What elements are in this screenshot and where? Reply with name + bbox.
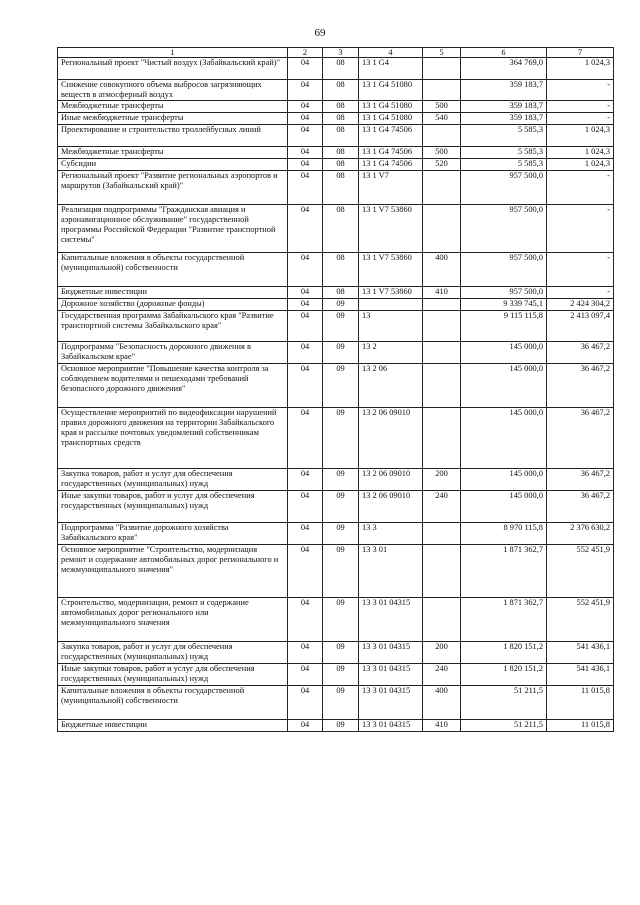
table-row: [58, 468, 614, 490]
row-section-code: 09: [323, 298, 359, 310]
row-target-code: 13 1 G4 74506: [359, 124, 423, 146]
row-target-code: 13 1 G4 51080: [359, 80, 423, 101]
row-target-code: 13 2 06: [359, 363, 423, 407]
row-section-code: 09: [323, 490, 359, 522]
table-row: [58, 286, 614, 298]
row-amount: 5 585,3: [461, 146, 547, 158]
row-ministry-code: 04: [288, 58, 323, 80]
row-section-code: 08: [323, 112, 359, 124]
table-row: [58, 663, 614, 685]
row-target-code: 13 3 01 04315: [359, 685, 423, 719]
row-target-code: 13 1 G4 74506: [359, 146, 423, 158]
row-amount: 145 000,0: [461, 407, 547, 468]
table-row: [58, 58, 614, 80]
row-name: Подпрограмма "Развитие дорожного хозяйства Забайкальского края": [58, 522, 288, 544]
row-amount-secondary: 541 436,1: [547, 663, 614, 685]
header-cell-1: 1: [58, 48, 288, 58]
row-name: Основное мероприятие "Повышение качества контроля за соблюдением водителями и пешеходами требований безопасного дорожного движения": [58, 363, 288, 407]
row-expense-type: 200: [423, 641, 461, 663]
row-amount-secondary: -: [547, 204, 614, 252]
row-name: Бюджетные инвестиции: [58, 719, 288, 731]
row-amount: 9 339 745,1: [461, 298, 547, 310]
row-target-code: 13: [359, 310, 423, 341]
row-amount-secondary: 11 015,8: [547, 719, 614, 731]
row-name: Основное мероприятие "Строительство, модернизация ремонт и содержание автомобильных дорог регионального и межмуниципального значения": [58, 544, 288, 597]
table-row: [58, 158, 614, 170]
table-row: [58, 146, 614, 158]
table-row: [58, 544, 614, 597]
row-amount-secondary: 552 451,9: [547, 544, 614, 597]
row-expense-type: [423, 597, 461, 641]
row-name: Закупка товаров, работ и услуг для обеспечения государственных (муниципальных) нужд: [58, 468, 288, 490]
row-target-code: 13 1 G4: [359, 58, 423, 80]
row-amount-secondary: -: [547, 170, 614, 204]
row-ministry-code: 04: [288, 286, 323, 298]
row-ministry-code: 04: [288, 341, 323, 363]
row-name: Проектирование и строительство троллейбусных линий: [58, 124, 288, 146]
row-target-code: 13 3: [359, 522, 423, 544]
row-target-code: 13 1 V7 53860: [359, 252, 423, 286]
row-expense-type: [423, 298, 461, 310]
row-amount: 957 500,0: [461, 252, 547, 286]
row-target-code: 13 2 06 09010: [359, 407, 423, 468]
row-expense-type: [423, 80, 461, 101]
header-cell-7: 7: [547, 48, 614, 58]
row-section-code: 08: [323, 100, 359, 112]
row-amount: 145 000,0: [461, 363, 547, 407]
row-section-code: 08: [323, 170, 359, 204]
row-name: Государственная программа Забайкальского края "Развитие транспортной системы Забайкальского края": [58, 310, 288, 341]
row-ministry-code: 04: [288, 146, 323, 158]
row-ministry-code: 04: [288, 80, 323, 101]
row-amount-secondary: 1 024,3: [547, 146, 614, 158]
row-target-code: 13 1 G4 51080: [359, 100, 423, 112]
row-amount-secondary: -: [547, 80, 614, 101]
row-section-code: 09: [323, 719, 359, 731]
row-expense-type: 240: [423, 663, 461, 685]
row-expense-type: 540: [423, 112, 461, 124]
row-amount: 5 585,3: [461, 158, 547, 170]
row-ministry-code: 04: [288, 310, 323, 341]
row-section-code: 09: [323, 341, 359, 363]
row-section-code: 09: [323, 544, 359, 597]
row-ministry-code: 04: [288, 252, 323, 286]
row-target-code: 13 2 06 09010: [359, 490, 423, 522]
row-name: Снижение совокупного объема выбросов загрязняющих веществ в атмосферный воздух: [58, 80, 288, 101]
table-row: [58, 170, 614, 204]
row-amount-secondary: -: [547, 100, 614, 112]
row-name: Подпрограмма "Безопасность дорожного движения в Забайкальском крае": [58, 341, 288, 363]
row-section-code: 09: [323, 663, 359, 685]
row-expense-type: [423, 58, 461, 80]
row-amount: 145 000,0: [461, 490, 547, 522]
row-amount-secondary: -: [547, 252, 614, 286]
row-amount: 359 183,7: [461, 80, 547, 101]
row-target-code: 13 1 G4 51080: [359, 112, 423, 124]
row-section-code: 09: [323, 407, 359, 468]
row-section-code: 08: [323, 252, 359, 286]
row-ministry-code: 04: [288, 522, 323, 544]
row-section-code: 08: [323, 124, 359, 146]
row-section-code: 08: [323, 204, 359, 252]
row-expense-type: [423, 363, 461, 407]
row-target-code: 13 3 01 04315: [359, 663, 423, 685]
row-amount-secondary: 2 424 304,2: [547, 298, 614, 310]
row-expense-type: [423, 407, 461, 468]
row-expense-type: 240: [423, 490, 461, 522]
row-section-code: 09: [323, 522, 359, 544]
table-row: [58, 298, 614, 310]
row-expense-type: [423, 170, 461, 204]
row-ministry-code: 04: [288, 112, 323, 124]
row-name: Капитальные вложения в объекты государственной (муниципальной) собственности: [58, 685, 288, 719]
header-cell-3: 3: [323, 48, 359, 58]
row-target-code: 13 3 01 04315: [359, 641, 423, 663]
row-target-code: 13 3 01 04315: [359, 719, 423, 731]
row-expense-type: [423, 204, 461, 252]
table-row: [58, 80, 614, 101]
row-amount: 359 183,7: [461, 100, 547, 112]
header-row: [58, 48, 614, 58]
row-amount-secondary: 2 376 630,2: [547, 522, 614, 544]
row-amount-secondary: 36 467,2: [547, 468, 614, 490]
table-row: [58, 685, 614, 719]
row-expense-type: [423, 544, 461, 597]
table-row: [58, 310, 614, 341]
row-name: Реализация подпрограммы "Гражданская авиация и аэронавигационное обслуживание" государственной программы Российской Федерации "Развитие транспортной системы": [58, 204, 288, 252]
table-row: [58, 522, 614, 544]
row-amount-secondary: 11 015,8: [547, 685, 614, 719]
row-name: Иные закупки товаров, работ и услуг для обеспечения государственных (муниципальных) нужд: [58, 490, 288, 522]
table-row: [58, 597, 614, 641]
row-ministry-code: 04: [288, 158, 323, 170]
row-ministry-code: 04: [288, 170, 323, 204]
table-row: [58, 719, 614, 731]
row-section-code: 08: [323, 80, 359, 101]
row-amount-secondary: 36 467,2: [547, 490, 614, 522]
row-amount: 145 000,0: [461, 341, 547, 363]
table-row: [58, 204, 614, 252]
row-amount-secondary: 1 024,3: [547, 124, 614, 146]
row-name: Межбюджетные трансферты: [58, 100, 288, 112]
row-amount: 957 500,0: [461, 286, 547, 298]
row-expense-type: [423, 522, 461, 544]
row-amount-secondary: 36 467,2: [547, 341, 614, 363]
table-row: [58, 641, 614, 663]
row-ministry-code: 04: [288, 124, 323, 146]
row-ministry-code: 04: [288, 544, 323, 597]
row-section-code: 09: [323, 597, 359, 641]
table-row: [58, 112, 614, 124]
row-name: Бюджетные инвестиции: [58, 286, 288, 298]
table-row: [58, 407, 614, 468]
row-expense-type: [423, 124, 461, 146]
row-expense-type: 200: [423, 468, 461, 490]
row-amount: 1 820 151,2: [461, 663, 547, 685]
row-expense-type: 400: [423, 685, 461, 719]
row-amount: 957 500,0: [461, 170, 547, 204]
page-number: 69: [314, 27, 326, 39]
row-amount-secondary: -: [547, 112, 614, 124]
row-target-code: [359, 298, 423, 310]
row-name: Субсидии: [58, 158, 288, 170]
row-amount: 364 769,0: [461, 58, 547, 80]
row-amount-secondary: 1 024,3: [547, 158, 614, 170]
row-expense-type: 500: [423, 100, 461, 112]
row-amount-secondary: 552 451,9: [547, 597, 614, 641]
row-amount-secondary: 1 024,3: [547, 58, 614, 80]
row-expense-type: [423, 341, 461, 363]
header-cell-4: 4: [359, 48, 423, 58]
row-name: Региональный проект "Развитие региональных аэропортов и маршрутов (Забайкальский край)": [58, 170, 288, 204]
row-section-code: 09: [323, 363, 359, 407]
row-expense-type: 520: [423, 158, 461, 170]
row-ministry-code: 04: [288, 641, 323, 663]
table-row: [58, 124, 614, 146]
row-ministry-code: 04: [288, 468, 323, 490]
budget-table: [57, 47, 614, 732]
row-target-code: 13 1 V7 53860: [359, 286, 423, 298]
row-ministry-code: 04: [288, 204, 323, 252]
row-name: Региональный проект "Чистый воздух (Забайкальский край)": [58, 58, 288, 80]
row-ministry-code: 04: [288, 363, 323, 407]
row-amount-secondary: 36 467,2: [547, 363, 614, 407]
row-target-code: 13 3 01: [359, 544, 423, 597]
row-ministry-code: 04: [288, 407, 323, 468]
row-name: Дорожное хозяйство (дорожные фонды): [58, 298, 288, 310]
row-target-code: 13 2: [359, 341, 423, 363]
row-amount: 51 211,5: [461, 685, 547, 719]
table-row: [58, 100, 614, 112]
row-ministry-code: 04: [288, 597, 323, 641]
row-ministry-code: 04: [288, 100, 323, 112]
row-amount: 5 585,3: [461, 124, 547, 146]
header-cell-5: 5: [423, 48, 461, 58]
row-target-code: 13 3 01 04315: [359, 597, 423, 641]
row-expense-type: 400: [423, 252, 461, 286]
row-section-code: 08: [323, 158, 359, 170]
table-row: [58, 341, 614, 363]
row-amount-secondary: 36 467,2: [547, 407, 614, 468]
row-expense-type: [423, 310, 461, 341]
table-row: [58, 490, 614, 522]
row-expense-type: 410: [423, 286, 461, 298]
row-amount-secondary: -: [547, 286, 614, 298]
row-amount: 957 500,0: [461, 204, 547, 252]
row-target-code: 13 1 V7: [359, 170, 423, 204]
row-name: Иные закупки товаров, работ и услуг для обеспечения государственных (муниципальных) нужд: [58, 663, 288, 685]
row-name: Капитальные вложения в объекты государственной (муниципальной) собственности: [58, 252, 288, 286]
row-target-code: 13 2 06 09010: [359, 468, 423, 490]
row-ministry-code: 04: [288, 719, 323, 731]
row-amount: 1 871 362,7: [461, 544, 547, 597]
row-ministry-code: 04: [288, 685, 323, 719]
row-expense-type: 410: [423, 719, 461, 731]
row-amount: 9 115 115,8: [461, 310, 547, 341]
row-section-code: 09: [323, 685, 359, 719]
row-section-code: 09: [323, 468, 359, 490]
row-name: Закупка товаров, работ и услуг для обеспечения государственных (муниципальных) нужд: [58, 641, 288, 663]
row-section-code: 08: [323, 146, 359, 158]
row-section-code: 09: [323, 641, 359, 663]
row-section-code: 08: [323, 58, 359, 80]
table-row: [58, 252, 614, 286]
row-name: Строительство, модернизация, ремонт и содержание автомобильных дорог регионального или межмуниципального значения: [58, 597, 288, 641]
row-amount-secondary: 541 436,1: [547, 641, 614, 663]
row-amount: 1 871 362,7: [461, 597, 547, 641]
row-amount: 8 970 115,8: [461, 522, 547, 544]
header-cell-2: 2: [288, 48, 323, 58]
row-amount: 1 820 151,2: [461, 641, 547, 663]
row-amount: 51 211,5: [461, 719, 547, 731]
table-row: [58, 363, 614, 407]
header-cell-6: 6: [461, 48, 547, 58]
row-amount: 359 183,7: [461, 112, 547, 124]
row-section-code: 08: [323, 286, 359, 298]
row-ministry-code: 04: [288, 490, 323, 522]
row-amount-secondary: 2 413 097,4: [547, 310, 614, 341]
row-ministry-code: 04: [288, 298, 323, 310]
row-name: Межбюджетные трансферты: [58, 146, 288, 158]
row-ministry-code: 04: [288, 663, 323, 685]
row-section-code: 09: [323, 310, 359, 341]
row-amount: 145 000,0: [461, 468, 547, 490]
row-expense-type: 500: [423, 146, 461, 158]
row-name: Осуществление мероприятий по видеофиксации нарушений правил дорожного движения на территории Забайкальского края и рассылке почтовых уведомлений собственникам транспортных средств: [58, 407, 288, 468]
row-target-code: 13 1 V7 53860: [359, 204, 423, 252]
row-name: Иные межбюджетные трансферты: [58, 112, 288, 124]
row-target-code: 13 1 G4 74506: [359, 158, 423, 170]
table-body: [58, 58, 614, 732]
